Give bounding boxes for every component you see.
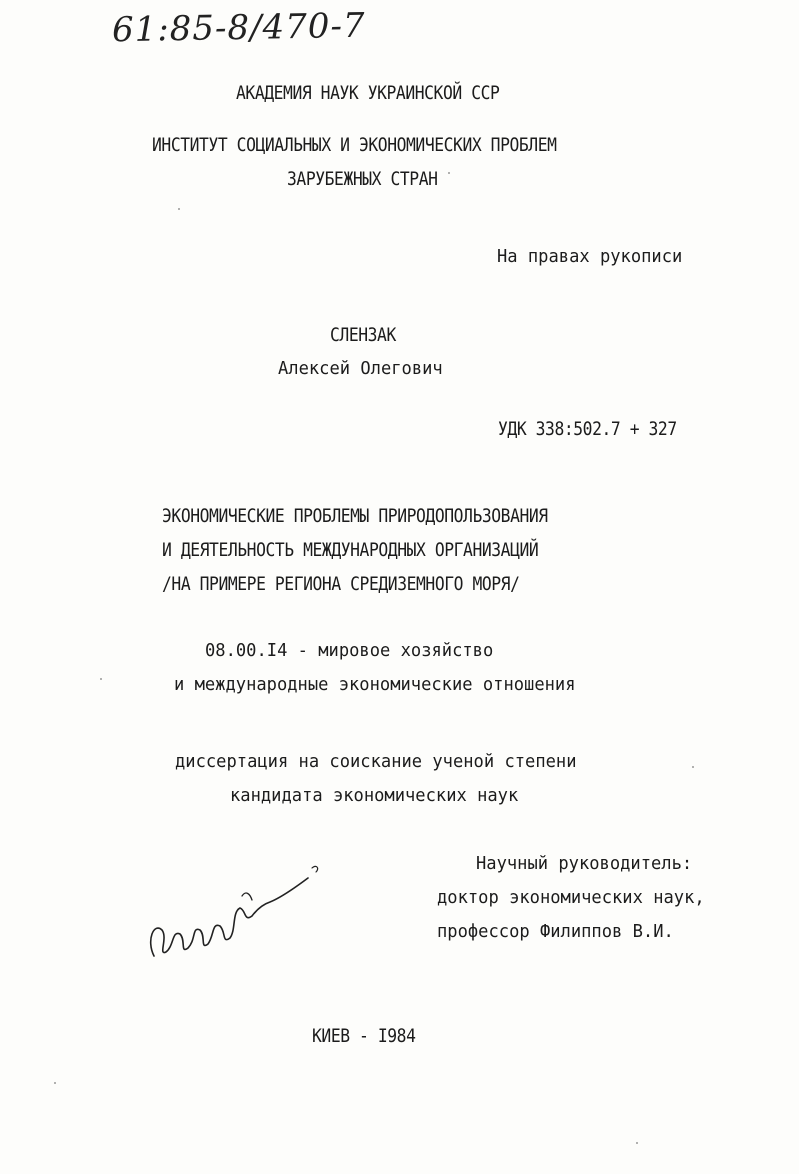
dissertation-line1: диссертация на соискание ученой степени: [175, 751, 577, 772]
paper-speck: [54, 1082, 56, 1084]
author-name: Алексей Олегович: [278, 358, 443, 379]
institute-name-line1: ИНСТИТУТ СОЦИАЛЬНЫХ И ЭКОНОМИЧЕСКИХ ПРОБЛЕМ: [152, 134, 557, 156]
paper-speck: [636, 1142, 638, 1144]
supervisor-label: Научный руководитель:: [476, 853, 693, 874]
title-line1: ЭКОНОМИЧЕСКИЕ ПРОБЛЕМЫ ПРИРОДОПОЛЬЗОВАНИЯ: [162, 505, 548, 527]
paper-speck: [692, 766, 694, 768]
paper-speck: [100, 678, 102, 680]
supervisor-name: профессор Филиппов В.И.: [437, 921, 674, 942]
title-line3: /НА ПРИМЕРЕ РЕГИОНА СРЕДИЗЕМНОГО МОРЯ/: [162, 573, 520, 595]
author-signature: [140, 860, 340, 970]
supervisor-degree: доктор экономических наук,: [437, 887, 705, 908]
title-line2: И ДЕЯТЕЛЬНОСТЬ МЕЖДУНАРОДНЫХ ОРГАНИЗАЦИЙ: [162, 539, 539, 561]
dissertation-line2: кандидата экономических наук: [230, 785, 519, 806]
manuscript-note: На правах рукописи: [497, 246, 683, 267]
paper-speck: [448, 172, 450, 174]
academy-name: АКАДЕМИЯ НАУК УКРАИНСКОЙ ССР: [236, 82, 500, 104]
institute-name-line2: ЗАРУБЕЖНЫХ СТРАН: [287, 168, 438, 190]
specialty-line2: и международные экономические отношения: [174, 674, 576, 695]
specialty-line1: 08.00.I4 - мировое хозяйство: [205, 640, 494, 661]
place-and-year: КИЕВ - I984: [312, 1025, 416, 1047]
author-surname: СЛЕНЗАК: [330, 324, 396, 346]
handwritten-archive-code: 61:85-8/470-7: [111, 5, 366, 51]
udc-code: УДК 338:502.7 + 327: [498, 418, 677, 440]
paper-speck: [178, 208, 180, 210]
